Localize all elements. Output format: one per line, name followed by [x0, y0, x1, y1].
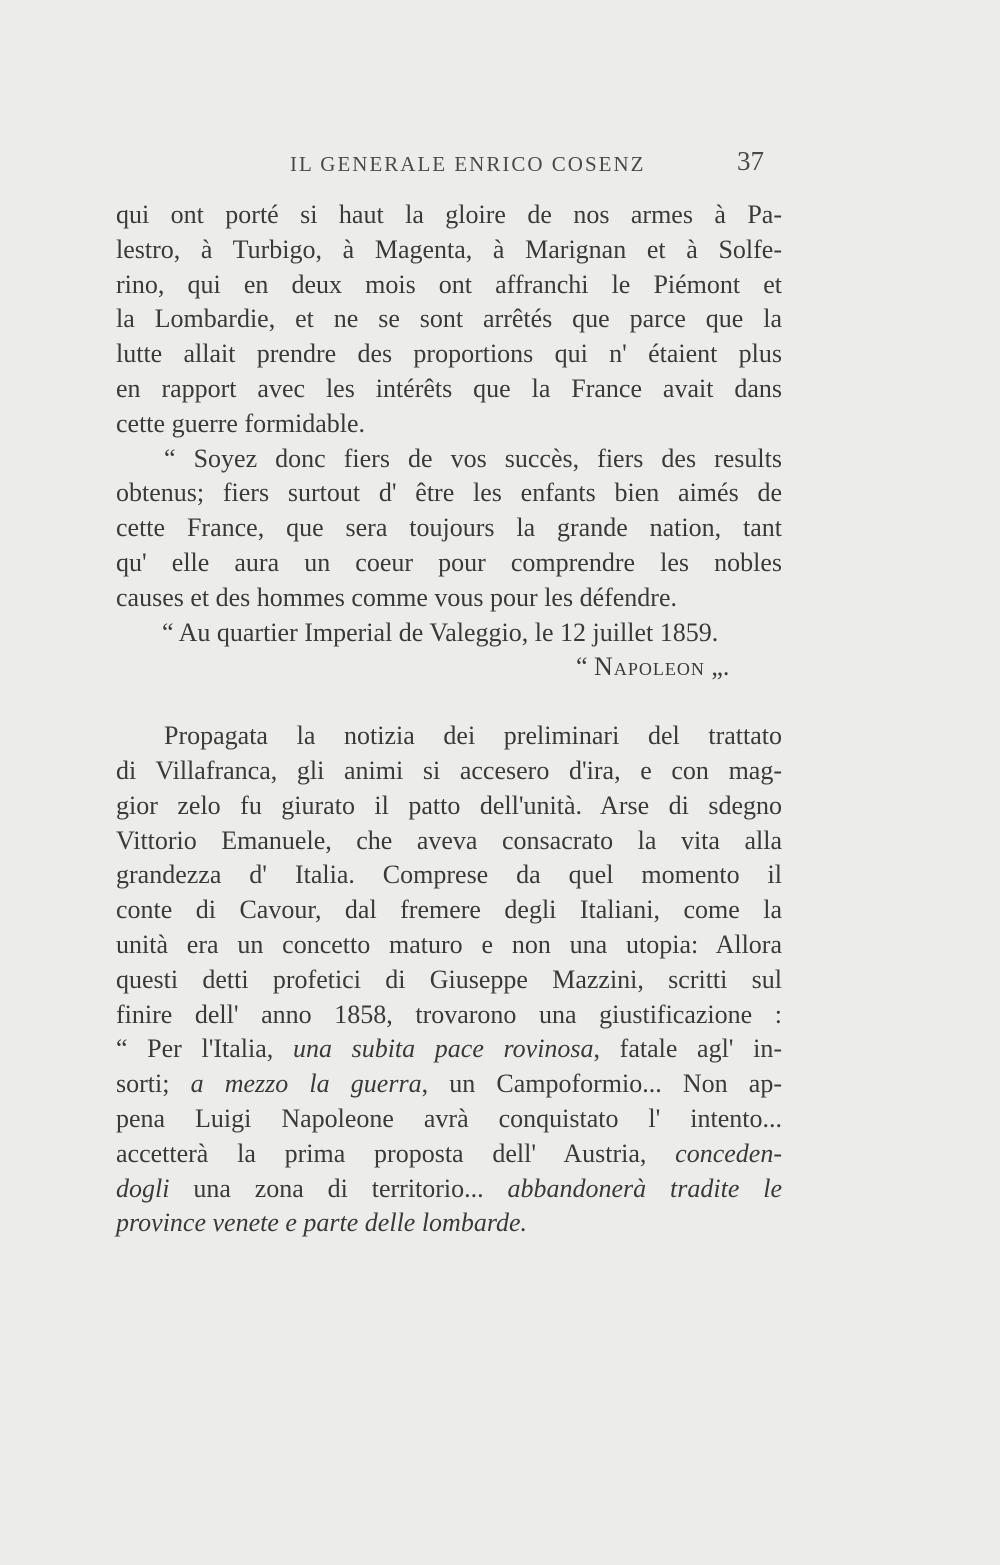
quote-text: sorti; [116, 1069, 191, 1099]
signature [116, 650, 782, 685]
text-line: causes et des hommes comme vous pour les défendre. [116, 582, 678, 612]
text-line: province venete e parte delle lombarde. [116, 1208, 528, 1238]
signature-name: Napoleon [594, 652, 705, 682]
text-line: rino, qui en deux mois ont affranchi le Piémont et [116, 269, 782, 299]
text-line [116, 1067, 782, 1102]
text-line: la Lombardie, et ne se sont arrêtés que parce que la [116, 304, 782, 334]
quote-italic: conceden- [675, 1138, 782, 1168]
text-line: obtenus; fiers surtout d' être les enfants bien aimés de [116, 478, 782, 508]
body-text [116, 198, 782, 1241]
quote-text: , un Campoformio... Non ap- [421, 1069, 782, 1099]
text-line: cette France, que sera toujours la grande nation, tant [116, 513, 782, 543]
text-line: qu' elle aura un coeur pour comprendre les nobles [116, 547, 782, 577]
quote-italic: una subita pace rovinosa [292, 1034, 594, 1064]
text-line: lutte allait prendre des proportions qui n' étaient plus [116, 339, 782, 369]
text-line: Vittorio Emanuele, che aveva consacrato la vita alla [116, 825, 782, 855]
text-line [116, 1032, 782, 1067]
text-line: unità era un concetto maturo e non una utopia: Allora [116, 929, 782, 959]
dateline: “ Au quartier Imperial de Valeggio, le 12 juillet 1859. [162, 617, 719, 647]
text-line: grandezza d' Italia. Comprese da quel momento il [116, 860, 782, 890]
quote-text: , fatale agl' in- [593, 1034, 782, 1064]
text-line: gior zelo fu giurato il patto dell'unità. Arse di sdegno [116, 790, 782, 820]
quote-text: accetterà la prima proposta dell' Austria, [116, 1138, 676, 1168]
text-line: finire dell' anno 1858, trovarono una giustificazione : [116, 999, 782, 1029]
quote-text: una zona di territorio... [169, 1173, 508, 1203]
text-line [116, 1137, 782, 1172]
signature-open: “ [576, 652, 595, 682]
quote-italic: abbandonerà tradite le [507, 1173, 782, 1203]
quote-text: “ Per l'Italia, [116, 1034, 293, 1064]
text-line: lestro, à Turbigo, à Magenta, à Marignan et à Solfe- [116, 234, 782, 264]
quote-italic: dogli [116, 1173, 170, 1203]
text-line: questi detti profetici di Giuseppe Mazzini, scritti sul [116, 964, 782, 994]
text-line: conte di Cavour, dal fremere degli Italiani, come la [116, 895, 782, 925]
text-line: Propagata la notizia dei preliminari del trattato [164, 721, 782, 751]
signature-close: „. [704, 652, 730, 682]
text-line: cette guerre formidable. [116, 408, 366, 438]
text-line: “ Soyez donc fiers de vos succès, fiers des results [164, 443, 782, 473]
text-line: en rapport avec les intérêts que la France avait dans [116, 373, 782, 403]
text-line: di Villafranca, gli animi si accesero d'ira, e con mag- [116, 755, 782, 785]
text-line: pena Luigi Napoleone avrà conquistato l' intento... [116, 1103, 782, 1133]
page-number: 37 [737, 146, 764, 176]
text-line: qui ont porté si haut la gloire de nos armes à Pa- [116, 200, 782, 229]
running-head: IL GENERALE ENRICO COSENZ [290, 152, 646, 176]
text-line [116, 1172, 782, 1207]
quote-italic: a mezzo la guerra [190, 1069, 422, 1099]
